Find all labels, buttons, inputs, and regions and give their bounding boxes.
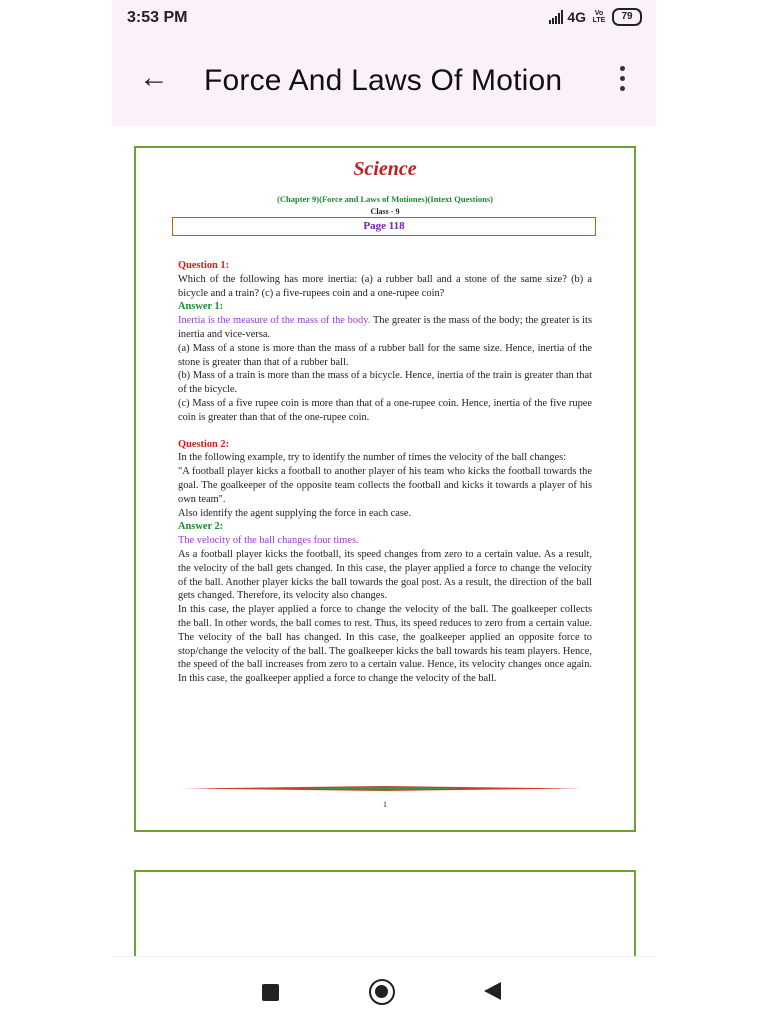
status-bar [112,0,656,36]
question-2-also: Also identify the agent supplying the force in each case. [178,507,412,519]
question-2-quote: "A football player kicks a football to another player of his team who kicks the football towards the goal. The goalkeeper of the opposite team collects the football and kicks it towards a player of his own team". [178,466,592,505]
question-2-text: In the following example, try to identify the number of times the velocity of the ball changes: [178,452,567,464]
triangle-back-icon[interactable] [484,982,501,1000]
question-1-label: Question 1: [178,260,230,271]
decorative-rule [184,786,582,791]
page-number: 1 [383,800,387,809]
answer-2-paragraph-1: As a football player kicks the football, its speed changes from zero to a certain value. As a result, the velocity of the ball gets changed. In this case, the player applied a force to change the velocity of the ball. Another player kicks the ball towards the goal post. As a result, the direction of the ball gets changed. Therefore, its velocity also changes. [178,548,592,602]
answer-1-part-c: (c) Mass of a five rupee coin is more than that of a one-rupee coin. Hence, inertia of the five rupee coin is greater than that of the one-rupee coin. [178,397,592,423]
answer-1-intro [178,314,592,342]
arrow-left-icon[interactable]: ← [139,61,169,94]
signal-icon [549,10,563,24]
answer-2-paragraph-2: In this case, the player applied a force to change the velocity of the ball. The goalkeeper collects the ball. In other words, the ball comes to rest. Thus, its speed reduces to zero from a certain value. The velocity of the ball has changed. In this case, the goalkeeper applied an opposite force to stop/change the velocity of the ball. The goalkeeper kicks the ball towards his team players. Hence, the speed of the ball increases from zero to a certain value. Hence, its velocity changes once again. In this case, the goalkeeper applied a force to change the velocity of the ball. [178,604,592,685]
document-subject: Science [353,158,417,180]
question-1-text: Which of the following has more inertia: (a) a rubber ball and a stone of the same size? (b) a bicycle and a train? (c) a five-rupees coin and a one-rupee coin? [178,273,592,299]
status-icons [549,8,642,26]
battery-icon: 79 [612,8,642,26]
document-chapter: (Chapter 9)(Force and Laws of Motiones)(Intext Questions) [277,194,493,204]
question-2-label: Question 2: [178,438,230,450]
phone-screen [112,0,656,1024]
page-title: Force And Laws Of Motion [204,64,563,97]
network-type: 4G [567,9,586,25]
page-label-box: Page 118 [172,217,596,236]
pdf-page-next [134,870,636,956]
app-bar [112,36,656,126]
volte-indicator: Vo LTE [592,10,606,24]
answer-2-highlight: The velocity of the ball changes four times. [178,535,359,547]
document-class: Class - 9 [370,207,400,216]
document-body [178,259,592,686]
answer-1-label: Answer 1: [178,301,224,313]
circle-icon[interactable] [369,979,395,1005]
status-time: 3:53 PM [127,9,188,26]
pdf-viewer[interactable] [112,126,656,956]
answer-1-part-a: (a) Mass of a stone is more than the mass of a rubber ball for the same size. Hence, inertia of the stone is greater than that of a rubber ball. [178,342,592,368]
answer-1-part-b: (b) Mass of a train is more than the mass of a bicycle. Hence, inertia of the train is greater than that of the bicycle. [178,370,592,396]
pdf-page [134,146,636,832]
answer-1-highlight: Inertia is the measure of the mass of the body. [178,315,371,327]
answer-1-rest: The greater is the mass of the body; the greater is its inertia and vice-versa. [178,315,592,340]
navigation-bar [112,956,656,1025]
answer-2-label: Answer 2: [178,521,224,533]
square-icon[interactable] [262,984,279,1001]
more-vertical-icon[interactable] [616,66,628,96]
